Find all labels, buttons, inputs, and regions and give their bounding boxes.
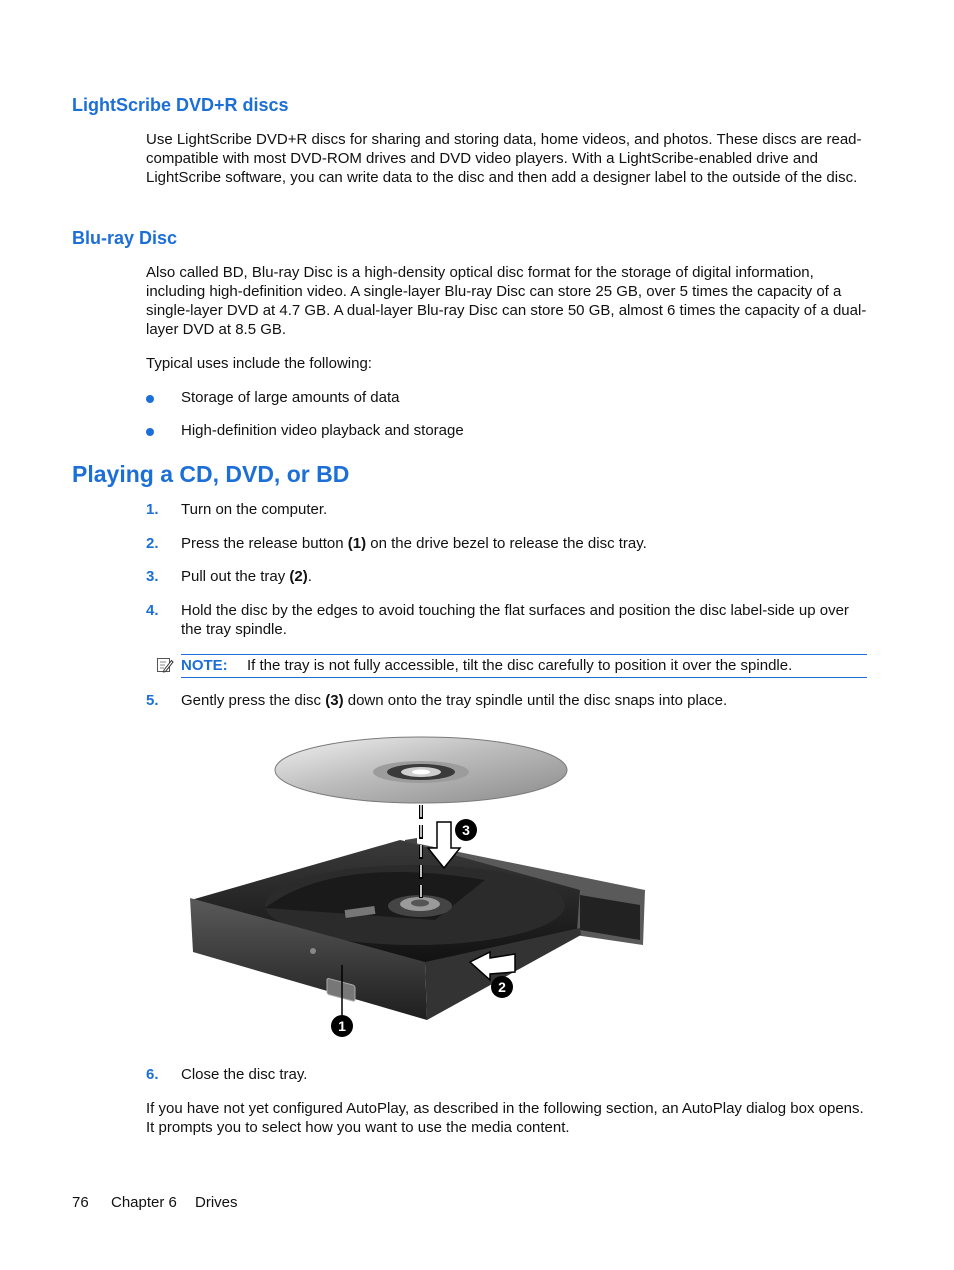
step-text: Close the disc tray. [181,1066,308,1083]
step-text: Turn on the computer. [181,501,328,518]
step-number: 5. [146,692,159,709]
step-text: Gently press the disc (3) down onto the tray spindle until the disc snaps into place. [181,692,728,709]
note-text: If the tray is not fully accessible, tilt the disc carefully to position it over the spindle. [247,657,793,674]
note-label: NOTE: [181,657,228,674]
step-number: 6. [146,1066,159,1083]
heading-playing: Playing a CD, DVD, or BD [72,461,350,487]
step-text: Press the release button (1) on the drive bezel to release the disc tray. [181,535,647,552]
typical-uses-intro: Typical uses include the following: [146,355,372,372]
step-text: Hold the disc by the edges to avoid touching the flat surfaces and position the disc label-side up over the tray spindle. [181,602,849,638]
bluray-paragraph: Also called BD, Blu-ray Disc is a high-density optical disc format for the storage of digital information, including high-definition video. A single-layer Blu-ray Disc can store 25 GB, over 5 times the capacity of a single-layer DVD at 4.7 GB. A dual-layer Blu-ray Disc can store 50 GB, almost 6 times the capacity of a dual-layer DVD at 8.5 GB. [146,264,867,338]
footer-title: Drives [195,1194,238,1211]
note-pencil-icon [156,656,174,674]
step-number: 1. [146,501,159,518]
heading-bluray: Blu-ray Disc [72,228,178,248]
autoplay-paragraph: If you have not yet configured AutoPlay, as described in the following section, an AutoPlay dialog box opens. It prompts you to select how you want to use the media content. [146,1100,864,1136]
disc-drive-illustration [185,730,650,1045]
step-number: 4. [146,602,159,619]
callout-3: 3 [462,822,470,838]
callout-1: 1 [338,1018,346,1034]
bullet-item: Storage of large amounts of data [181,389,400,406]
step-text: Pull out the tray (2). [181,568,312,585]
step-number: 3. [146,568,159,585]
footer-chapter: Chapter 6 [111,1194,177,1211]
step-number: 2. [146,535,159,552]
note-box [181,654,867,678]
bullet-item: High-definition video playback and storage [181,422,464,439]
heading-lightscribe: LightScribe DVD+R discs [72,95,289,115]
page-number: 76 [72,1194,89,1211]
bullet-dot-icon [146,395,154,403]
callout-2: 2 [498,979,506,995]
bullet-dot-icon [146,428,154,436]
lightscribe-paragraph: Use LightScribe DVD+R discs for sharing and storing data, home videos, and photos. These discs are read-compatible with most DVD-ROM drives and DVD video players. With a LightScribe-enabled drive and LightScribe software, you can write data to the disc and then add a designer label to the outside of the disc. [146,131,862,186]
